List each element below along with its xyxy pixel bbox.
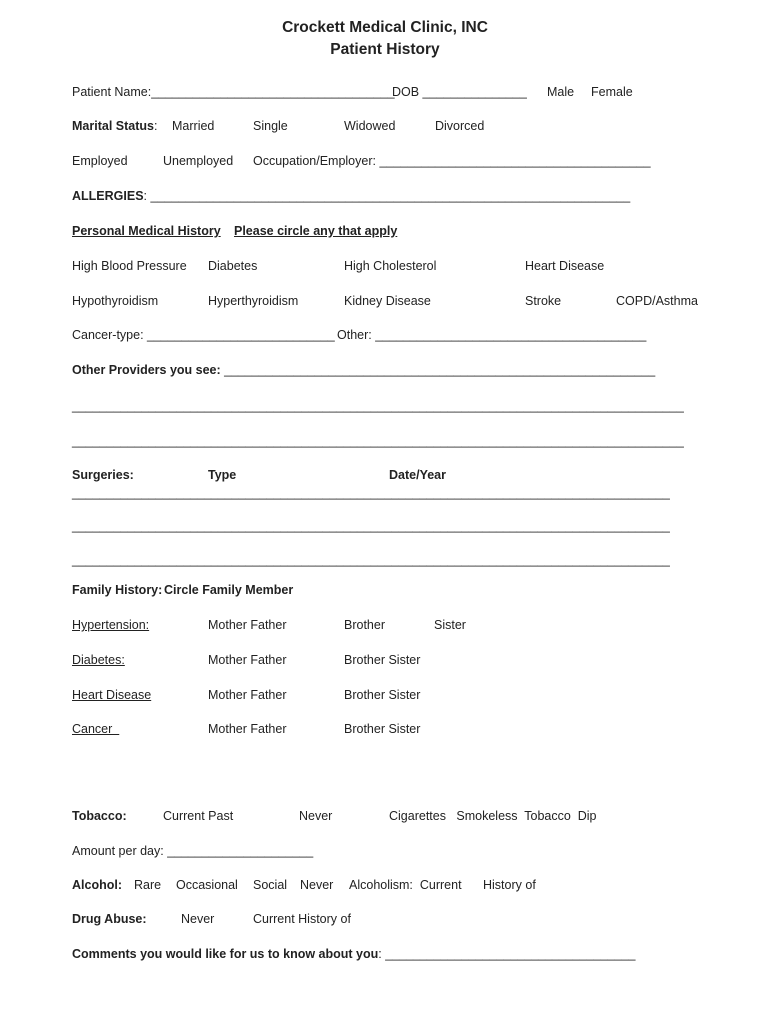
drug-abuse-never[interactable]: Never [181, 912, 215, 926]
family-condition-hypertension: Hypertension: [72, 618, 150, 632]
condition-copd-asthma[interactable]: COPD/Asthma [616, 294, 698, 308]
personal-history-heading: Personal Medical History [72, 224, 221, 238]
alcohol-social[interactable]: Social [253, 878, 288, 892]
family-parents-option[interactable]: Mother Father [208, 653, 287, 667]
family-siblings-option[interactable]: Brother Sister [344, 688, 421, 702]
other-providers-field[interactable]: Other Providers you see: ______________________________________________________________ [72, 363, 656, 377]
alcohol-rare[interactable]: Rare [134, 878, 162, 892]
family-condition-heart-disease: Heart Disease [72, 688, 152, 702]
family-condition-cancer: Cancer [72, 722, 120, 736]
family-condition-diabetes: Diabetes: [72, 653, 125, 667]
employed-option[interactable]: Employed [72, 154, 128, 168]
unemployed-option[interactable]: Unemployed [163, 154, 234, 168]
patient-name-field[interactable]: Patient Name:___________________________________ [72, 85, 395, 99]
condition-high-cholesterol[interactable]: High Cholesterol [344, 259, 437, 273]
surgeries-type-header: Type [208, 468, 237, 482]
condition-stroke[interactable]: Stroke [525, 294, 562, 308]
marital-divorced[interactable]: Divorced [435, 119, 485, 133]
alcoholism-current[interactable]: Alcoholism: Current [349, 878, 462, 892]
surgery-line[interactable]: ______________________________________________________________________________________ [72, 553, 670, 567]
tobacco-amount-field[interactable]: Amount per day: _____________________ [72, 844, 314, 858]
dob-field[interactable]: DOB _______________ [392, 85, 527, 99]
clinic-name: Crockett Medical Clinic, INC [282, 19, 488, 36]
family-parents-option[interactable]: Mother Father [208, 618, 287, 632]
alcoholism-history[interactable]: History of [483, 878, 536, 892]
surgery-line[interactable]: ______________________________________________________________________________________ [72, 519, 670, 533]
alcohol-occasional[interactable]: Occasional [176, 878, 238, 892]
form-title: Patient History [330, 41, 440, 58]
tobacco-label: Tobacco: [72, 809, 127, 823]
family-siblings-option[interactable]: Brother Sister [344, 653, 421, 667]
other-condition-field[interactable]: Other: _______________________________________ [337, 328, 647, 342]
alcohol-label: Alcohol: [72, 878, 122, 892]
family-siblings-option[interactable]: Brother [344, 618, 385, 632]
tobacco-current-past[interactable]: Current Past [163, 809, 234, 823]
condition-heart-disease[interactable]: Heart Disease [525, 259, 605, 273]
occupation-field[interactable]: Occupation/Employer: _______________________________________ [253, 154, 651, 168]
family-siblings-option[interactable]: Brother Sister [344, 722, 421, 736]
drug-abuse-label: Drug Abuse: [72, 912, 147, 926]
marital-married[interactable]: Married [172, 119, 215, 133]
family-sister-option[interactable]: Sister [434, 618, 466, 632]
female-option[interactable]: Female [591, 85, 633, 99]
condition-hyperthyroidism[interactable]: Hyperthyroidism [208, 294, 299, 308]
family-parents-option[interactable]: Mother Father [208, 722, 287, 736]
marital-status-label: Marital Status: [72, 119, 158, 133]
marital-widowed[interactable]: Widowed [344, 119, 396, 133]
marital-single[interactable]: Single [253, 119, 288, 133]
family-history-heading: Family History: [72, 583, 163, 597]
personal-history-instruction: Please circle any that apply [234, 224, 398, 238]
surgeries-label: Surgeries: [72, 468, 134, 482]
alcohol-never[interactable]: Never [300, 878, 334, 892]
male-option[interactable]: Male [547, 85, 575, 99]
tobacco-never[interactable]: Never [299, 809, 333, 823]
comments-field[interactable]: Comments you would like for us to know about you: ____________________________________ [72, 947, 636, 961]
surgery-line[interactable]: ______________________________________________________________________________________ [72, 486, 670, 500]
cancer-type-field[interactable]: Cancer-type: ___________________________ [72, 328, 335, 342]
condition-high-blood-pressure[interactable]: High Blood Pressure [72, 259, 187, 273]
tobacco-types[interactable]: Cigarettes Smokeless Tobacco Dip [389, 809, 597, 823]
condition-hypothyroidism[interactable]: Hypothyroidism [72, 294, 159, 308]
family-parents-option[interactable]: Mother Father [208, 688, 287, 702]
condition-diabetes[interactable]: Diabetes [208, 259, 258, 273]
allergies-field[interactable]: ALLERGIES: _____________________________________________________________________ [72, 189, 631, 203]
surgeries-date-header: Date/Year [389, 468, 446, 482]
drug-abuse-current-history[interactable]: Current History of [253, 912, 351, 926]
other-providers-line[interactable]: ________________________________________________________________________________________ [72, 399, 684, 413]
family-history-instruction: Circle Family Member [164, 583, 294, 597]
condition-kidney-disease[interactable]: Kidney Disease [344, 294, 431, 308]
other-providers-line[interactable]: ________________________________________________________________________________________ [72, 434, 684, 448]
